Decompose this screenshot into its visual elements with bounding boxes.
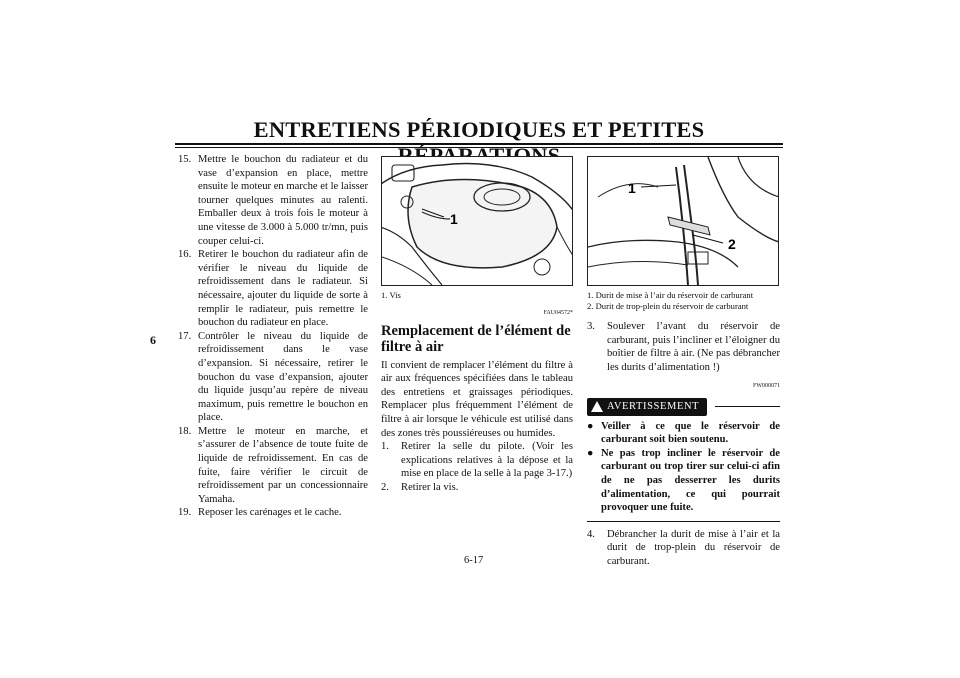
photo-label-2: 2 bbox=[728, 236, 736, 252]
header-rule-thin bbox=[175, 147, 783, 148]
list-item: 19. Reposer les carénages et le cache. bbox=[178, 507, 342, 519]
list-item: 2. Retirer la vis. bbox=[381, 481, 459, 493]
list-item: 15. Mettre le bouchon du radiateur et du vase d’expansion en place, mettre ensuite le moteur en marche et le laisser tourner quelques minutes au ralenti. Emballer deux à trois fois le moteur à une vitesse de 3.000 à 5.000 tr/mn, puis couper celui-ci. bbox=[178, 154, 368, 247]
warning-label: AVERTISSEMENT bbox=[607, 400, 700, 412]
list-item: ● Ne pas trop incliner le réservoir de carburant ou trop tirer sur celui-ci afin de ne pas desserrer les durits d’alimentation, ce qui pourrait provoquer une fuite. bbox=[587, 447, 780, 514]
page-number: 6-17 bbox=[464, 555, 484, 566]
header-rule bbox=[175, 143, 783, 145]
column-1 bbox=[178, 153, 368, 520]
photo-label-1: 1 bbox=[450, 211, 458, 227]
photo-caption-2: 2. Durit de trop-plein du réservoir de carburant bbox=[587, 301, 749, 311]
photo-caption: 1. Vis bbox=[381, 290, 401, 300]
hoses-illustration bbox=[588, 157, 779, 285]
list-item: 18. Mettre le moteur en marche, et s’assurer de l’absence de toute fuite de liquide de refroidissement. En cas de fuite, faire vérifier le circuit de refroidissement par un concessionnaire Yamaha. bbox=[178, 425, 368, 505]
photo-label-1: 1 bbox=[628, 180, 636, 196]
steps-list-col2 bbox=[381, 440, 573, 494]
fuel-tank-photo bbox=[381, 156, 573, 286]
column-3 bbox=[587, 156, 780, 569]
section-title: Remplacement de l’élément de filtre à air bbox=[381, 322, 571, 355]
photo-caption-1: 1. Durit de mise à l’air du réservoir de carburant bbox=[587, 290, 754, 300]
warning-end-rule bbox=[587, 521, 780, 522]
list-item: 17. Contrôler le niveau du liquide de refroidissement dans le vase d’expansion. Si nécessaire, retirer le bouchon du vase d’expansion, ajouter du liquide jusqu’au repère de niveau maximum, puis remettre le bouchon en place. bbox=[178, 330, 368, 424]
list-item: 16. Retirer le bouchon du radiateur afin de vérifier le niveau du liquide de refroidissement dans le radiateur. Si nécessaire, ajouter du liquide de sorte à remplir le radiateur, puis remettre le bouchon du radiateur en place. bbox=[178, 249, 368, 329]
steps-list-col1 bbox=[178, 153, 368, 520]
chapter-tab: 6 bbox=[150, 333, 156, 347]
section-code: FAU04572* bbox=[543, 310, 573, 316]
steps-list-col3b bbox=[587, 528, 780, 569]
warning-list bbox=[587, 420, 780, 515]
hoses-photo bbox=[587, 156, 779, 286]
list-item: 1. Retirer la selle du pilote. (Voir les explications relatives à la dépose et la mise en place de la selle à la page 3-17.) bbox=[381, 441, 573, 480]
section-paragraph: Il convient de remplacer l’élément du filtre à air aux fréquences spécifiées dans le tableau des entretiens et graissages périodiques. Remplacer plus fréquemment l’élément de filtre à air lorsque le véhicule est utilisé dans des zones très poussiéreuses ou humides. bbox=[381, 359, 573, 439]
column-2 bbox=[381, 156, 573, 495]
list-item: 4. Débrancher la durit de mise à l’air et la durit de trop-plein du réservoir de carburant. bbox=[587, 528, 780, 567]
page-title: ENTRETIENS PÉRIODIQUES ET PETITES bbox=[253, 117, 705, 142]
warning-code: FW000071 bbox=[753, 383, 780, 390]
bullet-icon: ● bbox=[587, 420, 594, 432]
warning-triangle-icon bbox=[591, 401, 603, 412]
bullet-icon: ● bbox=[587, 447, 594, 459]
warning-badge bbox=[587, 398, 707, 416]
warning-rule bbox=[715, 406, 780, 407]
list-item: 3. Soulever l’avant du réservoir de carburant, puis l’incliner et l’éloigner du boîtier de filtre à air. (Ne pas débrancher les durits d’alimentation !) bbox=[587, 321, 780, 373]
list-item: ● Veiller à ce que le réservoir de carburant soit bien soutenu. bbox=[587, 420, 780, 446]
warning-header bbox=[587, 398, 780, 416]
fuel-tank-illustration bbox=[382, 157, 572, 285]
steps-list-col3a bbox=[587, 320, 780, 374]
